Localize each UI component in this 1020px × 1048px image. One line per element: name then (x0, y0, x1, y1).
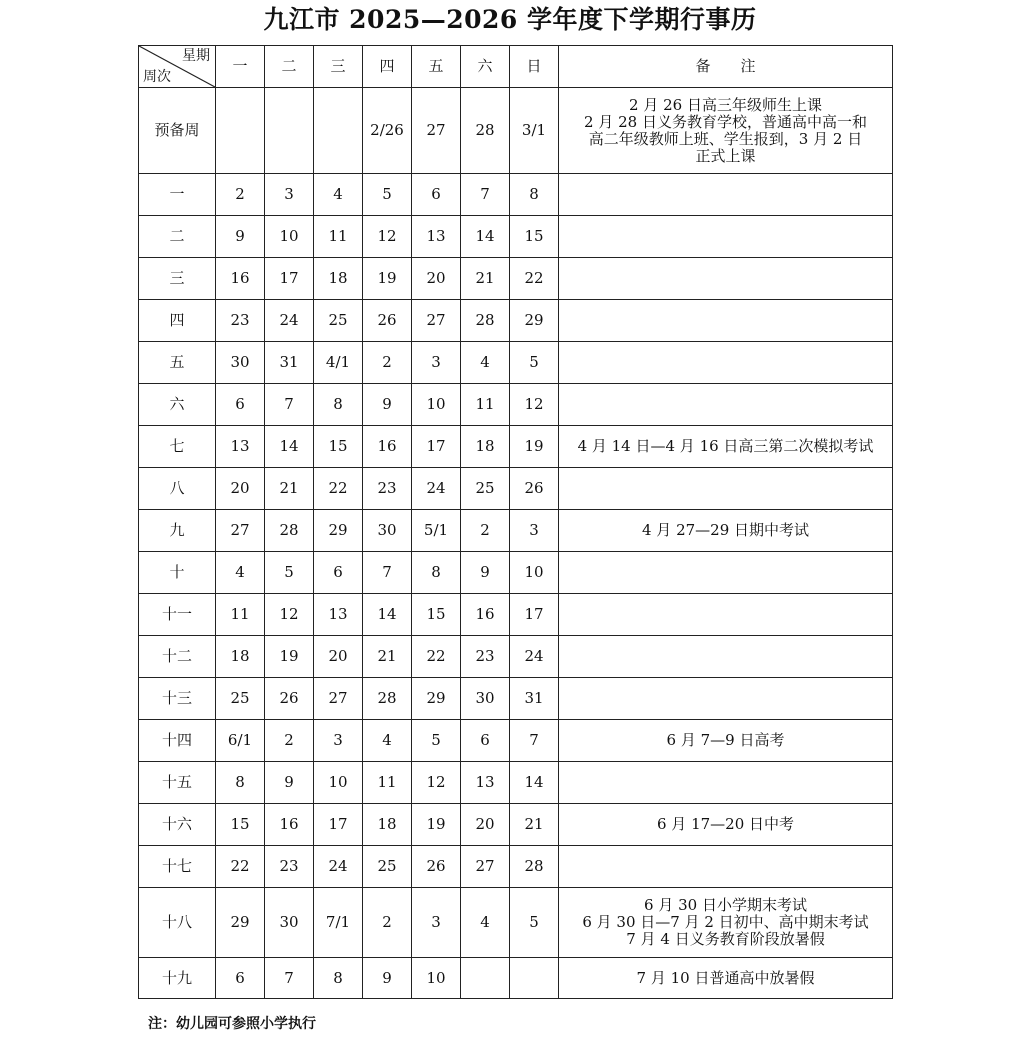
corner-header-cell (139, 46, 216, 88)
week-label: 二 (139, 216, 216, 258)
day-cell: 23 (265, 846, 314, 888)
corner-weekday-label: 星期 (182, 48, 210, 64)
note-line: 6 月 30 日小学期末考试 (644, 896, 807, 914)
day-cell: 12 (265, 594, 314, 636)
day-cell: 29 (412, 678, 461, 720)
day-cell: 23 (363, 468, 412, 510)
day-cell: 2 (363, 342, 412, 384)
day-cell: 22 (314, 468, 363, 510)
day-cell: 8 (314, 384, 363, 426)
notes-cell (559, 552, 893, 594)
day-cell: 28 (363, 678, 412, 720)
day-cell: 10 (265, 216, 314, 258)
week-row (139, 300, 893, 342)
day-cell: 20 (412, 258, 461, 300)
day-cell (265, 88, 314, 174)
day-cell: 17 (314, 804, 363, 846)
day-cell: 11 (216, 594, 265, 636)
day-cell: 13 (314, 594, 363, 636)
day-cell: 25 (461, 468, 510, 510)
day-cell: 29 (510, 300, 559, 342)
week-label: 六 (139, 384, 216, 426)
day-cell: 4/1 (314, 342, 363, 384)
note-line: 2 月 28 日义务教育学校，普通高中高一和 (584, 112, 867, 131)
day-cell: 20 (216, 468, 265, 510)
header-notes: 备 注 (559, 46, 893, 88)
week-label: 三 (139, 258, 216, 300)
week-label: 十三 (139, 678, 216, 720)
week-label: 九 (139, 510, 216, 552)
notes-cell (559, 384, 893, 426)
week-row (139, 594, 893, 636)
day-cell: 9 (265, 762, 314, 804)
week-label: 十七 (139, 846, 216, 888)
day-cell: 12 (363, 216, 412, 258)
week-label: 十八 (139, 888, 216, 958)
day-cell: 10 (412, 384, 461, 426)
notes-cell (559, 88, 893, 174)
day-cell: 19 (265, 636, 314, 678)
day-cell: 22 (510, 258, 559, 300)
week-row (139, 888, 893, 958)
day-cell: 2/26 (363, 88, 412, 174)
notes-cell (559, 468, 893, 510)
notes-cell (559, 846, 893, 888)
day-cell: 5/1 (412, 510, 461, 552)
page-title: 九江市 2025—2026 学年度下学期行事历 (263, 5, 757, 34)
day-cell: 31 (510, 678, 559, 720)
day-cell: 17 (510, 594, 559, 636)
day-cell: 3 (265, 174, 314, 216)
day-cell: 25 (363, 846, 412, 888)
note-line: 6 月 7—9 日高考 (666, 731, 785, 749)
week-row (139, 468, 893, 510)
week-row (139, 342, 893, 384)
day-cell: 6/1 (216, 720, 265, 762)
day-cell: 4 (216, 552, 265, 594)
week-label: 四 (139, 300, 216, 342)
day-cell: 22 (412, 636, 461, 678)
day-cell: 24 (314, 846, 363, 888)
note-line: 7 月 4 日义务教育阶段放暑假 (626, 930, 825, 948)
week-label: 八 (139, 468, 216, 510)
day-cell: 4 (461, 888, 510, 958)
day-cell: 9 (363, 958, 412, 999)
day-cell: 27 (314, 678, 363, 720)
day-cell: 28 (510, 846, 559, 888)
note-line: 4 月 14 日—4 月 16 日高三第二次模拟考试 (577, 437, 874, 455)
week-row (139, 846, 893, 888)
day-cell: 16 (461, 594, 510, 636)
day-cell: 7 (265, 958, 314, 999)
notes-cell (559, 804, 893, 846)
week-label: 一 (139, 174, 216, 216)
day-cell: 6 (412, 174, 461, 216)
notes-cell (559, 342, 893, 384)
day-cell: 30 (363, 510, 412, 552)
day-cell: 17 (265, 258, 314, 300)
day-cell: 25 (216, 678, 265, 720)
day-cell: 7 (265, 384, 314, 426)
day-cell: 14 (363, 594, 412, 636)
day-cell: 28 (461, 300, 510, 342)
week-row (139, 678, 893, 720)
day-cell: 2 (363, 888, 412, 958)
day-cell: 15 (314, 426, 363, 468)
header-day-wed: 三 (314, 46, 363, 88)
day-cell (314, 88, 363, 174)
day-cell: 26 (412, 846, 461, 888)
notes-cell (559, 174, 893, 216)
day-cell: 26 (265, 678, 314, 720)
note-line: 4 月 27—29 日期中考试 (641, 521, 810, 539)
week-row (139, 426, 893, 468)
footnote: 注：幼儿园可参照小学执行 (148, 1016, 316, 1032)
day-cell: 12 (510, 384, 559, 426)
note-line: 高二年级教师上班、学生报到，3 月 2 日 (588, 129, 863, 148)
day-cell: 19 (363, 258, 412, 300)
day-cell: 7/1 (314, 888, 363, 958)
day-cell: 6 (216, 384, 265, 426)
corner-week-label: 周次 (143, 69, 171, 85)
day-cell: 21 (461, 258, 510, 300)
day-cell: 8 (412, 552, 461, 594)
header-day-fri: 五 (412, 46, 461, 88)
day-cell: 27 (461, 846, 510, 888)
day-cell: 2 (461, 510, 510, 552)
day-cell: 9 (461, 552, 510, 594)
week-row (139, 552, 893, 594)
week-label: 十二 (139, 636, 216, 678)
day-cell: 9 (216, 216, 265, 258)
day-cell: 5 (265, 552, 314, 594)
week-row (139, 720, 893, 762)
day-cell: 30 (216, 342, 265, 384)
day-cell: 30 (265, 888, 314, 958)
notes-cell (559, 258, 893, 300)
day-cell: 2 (265, 720, 314, 762)
day-cell: 24 (265, 300, 314, 342)
header-day-sat: 六 (461, 46, 510, 88)
week-label: 十 (139, 552, 216, 594)
day-cell (510, 958, 559, 999)
day-cell: 21 (510, 804, 559, 846)
notes-cell (559, 636, 893, 678)
day-cell: 23 (461, 636, 510, 678)
day-cell: 13 (412, 216, 461, 258)
day-cell: 20 (314, 636, 363, 678)
week-row (139, 174, 893, 216)
week-label: 十五 (139, 762, 216, 804)
note-line: 6 月 30 日—7 月 2 日初中、高中期末考试 (582, 913, 869, 931)
header-day-tue: 二 (265, 46, 314, 88)
day-cell: 14 (510, 762, 559, 804)
notes-cell (559, 426, 893, 468)
note-line: 6 月 17—20 日中考 (656, 815, 795, 833)
day-cell: 8 (314, 958, 363, 999)
day-cell: 6 (461, 720, 510, 762)
day-cell: 27 (412, 88, 461, 174)
day-cell: 13 (461, 762, 510, 804)
day-cell: 3 (314, 720, 363, 762)
day-cell: 23 (216, 300, 265, 342)
day-cell: 7 (461, 174, 510, 216)
day-cell: 16 (216, 258, 265, 300)
day-cell: 10 (412, 958, 461, 999)
day-cell: 4 (461, 342, 510, 384)
notes-cell (559, 300, 893, 342)
day-cell (216, 88, 265, 174)
day-cell: 28 (265, 510, 314, 552)
week-row (139, 762, 893, 804)
calendar-body (139, 88, 893, 999)
notes-cell (559, 678, 893, 720)
day-cell: 15 (412, 594, 461, 636)
day-cell: 14 (265, 426, 314, 468)
day-cell: 26 (510, 468, 559, 510)
day-cell: 5 (510, 888, 559, 958)
day-cell: 31 (265, 342, 314, 384)
day-cell: 11 (314, 216, 363, 258)
day-cell: 2 (216, 174, 265, 216)
day-cell: 18 (314, 258, 363, 300)
day-cell: 29 (216, 888, 265, 958)
day-cell: 6 (314, 552, 363, 594)
day-cell: 30 (461, 678, 510, 720)
day-cell: 16 (363, 426, 412, 468)
header-row (139, 46, 893, 88)
day-cell: 9 (363, 384, 412, 426)
week-label: 十六 (139, 804, 216, 846)
notes-cell (559, 958, 893, 999)
week-row (139, 384, 893, 426)
week-label: 五 (139, 342, 216, 384)
notes-cell (559, 510, 893, 552)
notes-cell (559, 594, 893, 636)
day-cell: 18 (363, 804, 412, 846)
week-label: 十四 (139, 720, 216, 762)
day-cell: 17 (412, 426, 461, 468)
day-cell: 11 (363, 762, 412, 804)
day-cell: 4 (314, 174, 363, 216)
day-cell: 7 (363, 552, 412, 594)
header-day-thu: 四 (363, 46, 412, 88)
week-label: 七 (139, 426, 216, 468)
day-cell: 4 (363, 720, 412, 762)
day-cell: 24 (412, 468, 461, 510)
day-cell: 26 (363, 300, 412, 342)
day-cell: 3/1 (510, 88, 559, 174)
day-cell: 22 (216, 846, 265, 888)
day-cell: 29 (314, 510, 363, 552)
day-cell: 18 (216, 636, 265, 678)
day-cell: 10 (314, 762, 363, 804)
day-cell: 11 (461, 384, 510, 426)
week-row (139, 258, 893, 300)
week-row (139, 88, 893, 174)
week-label: 十一 (139, 594, 216, 636)
note-line: 正式上课 (695, 146, 756, 165)
day-cell: 12 (412, 762, 461, 804)
day-cell: 27 (216, 510, 265, 552)
day-cell: 15 (216, 804, 265, 846)
day-cell: 8 (510, 174, 559, 216)
day-cell: 20 (461, 804, 510, 846)
note-line: 7 月 10 日普通高中放暑假 (636, 968, 815, 987)
day-cell: 25 (314, 300, 363, 342)
week-row (139, 804, 893, 846)
day-cell: 15 (510, 216, 559, 258)
notes-cell (559, 216, 893, 258)
notes-cell (559, 762, 893, 804)
week-row (139, 958, 893, 999)
header-day-sun: 日 (510, 46, 559, 88)
note-line: 2 月 26 日高三年级师生上课 (629, 95, 822, 114)
day-cell: 19 (412, 804, 461, 846)
day-cell: 16 (265, 804, 314, 846)
week-row (139, 216, 893, 258)
week-label: 预备周 (139, 88, 216, 174)
notes-cell (559, 888, 893, 958)
day-cell: 5 (412, 720, 461, 762)
day-cell: 21 (363, 636, 412, 678)
calendar-table (138, 45, 893, 999)
day-cell: 13 (216, 426, 265, 468)
day-cell: 10 (510, 552, 559, 594)
week-row (139, 636, 893, 678)
header-day-mon: 一 (216, 46, 265, 88)
day-cell: 14 (461, 216, 510, 258)
day-cell: 3 (510, 510, 559, 552)
day-cell: 7 (510, 720, 559, 762)
day-cell: 3 (412, 888, 461, 958)
day-cell: 5 (363, 174, 412, 216)
day-cell: 3 (412, 342, 461, 384)
day-cell: 19 (510, 426, 559, 468)
day-cell: 5 (510, 342, 559, 384)
day-cell: 18 (461, 426, 510, 468)
week-label: 十九 (139, 958, 216, 999)
day-cell: 21 (265, 468, 314, 510)
day-cell: 27 (412, 300, 461, 342)
day-cell: 6 (216, 958, 265, 999)
week-row (139, 510, 893, 552)
day-cell: 8 (216, 762, 265, 804)
day-cell (461, 958, 510, 999)
day-cell: 24 (510, 636, 559, 678)
notes-cell (559, 720, 893, 762)
day-cell: 28 (461, 88, 510, 174)
